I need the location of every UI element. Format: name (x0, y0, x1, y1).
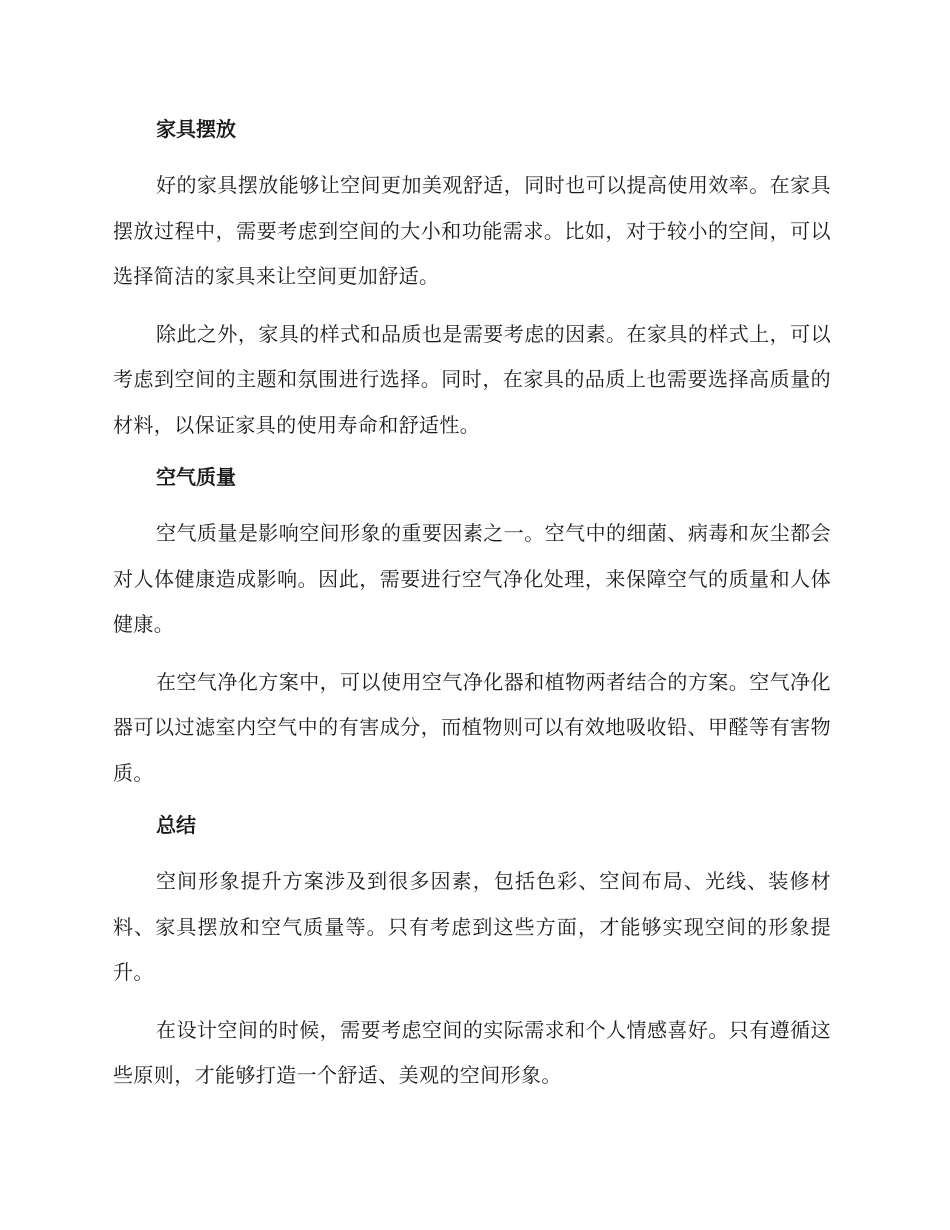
paragraph: 空气质量是影响空间形象的重要因素之一。空气中的细菌、病毒和灰尘都会对人体健康造成影响。因此，需要进行空气净化处理，来保障空气的质量和人体健康。 (113, 521, 831, 636)
paragraph: 在空气净化方案中，可以使用空气净化器和植物两者结合的方案。空气净化器可以过滤室内空气中的有害成分，而植物则可以有效地吸收铅、甲醛等有害物质。 (113, 669, 831, 785)
paragraph: 在设计空间的时候，需要考虑空间的实际需求和个人情感喜好。只有遵循这些原则，才能够打造一个舒适、美观的空间形象。 (113, 1017, 831, 1087)
document-page (113, 112, 831, 1111)
section-heading: 家具摆放 (156, 117, 236, 141)
section-heading: 空气质量 (156, 465, 236, 489)
section-summary (113, 808, 831, 1099)
section-heading: 总结 (156, 813, 196, 837)
paragraph: 好的家具摆放能够让空间更加美观舒适，同时也可以提高使用效率。在家具摆放过程中，需要考虑到空间的大小和功能需求。比如，对于较小的空间，可以选择简洁的家具来让空间更加舒适。 (113, 173, 831, 288)
paragraph: 除此之外，家具的样式和品质也是需要考虑的因素。在家具的样式上，可以考虑到空间的主题和氛围进行选择。同时，在家具的品质上也需要选择高质量的材料，以保证家具的使用寿命和舒适性。 (113, 321, 831, 437)
paragraph: 空间形象提升方案涉及到很多因素，包括色彩、空间布局、光线、装修材料、家具摆放和空气质量等。只有考虑到这些方面，才能够实现空间的形象提升。 (113, 869, 831, 984)
section-air-quality (113, 460, 831, 796)
section-furniture (113, 112, 831, 448)
